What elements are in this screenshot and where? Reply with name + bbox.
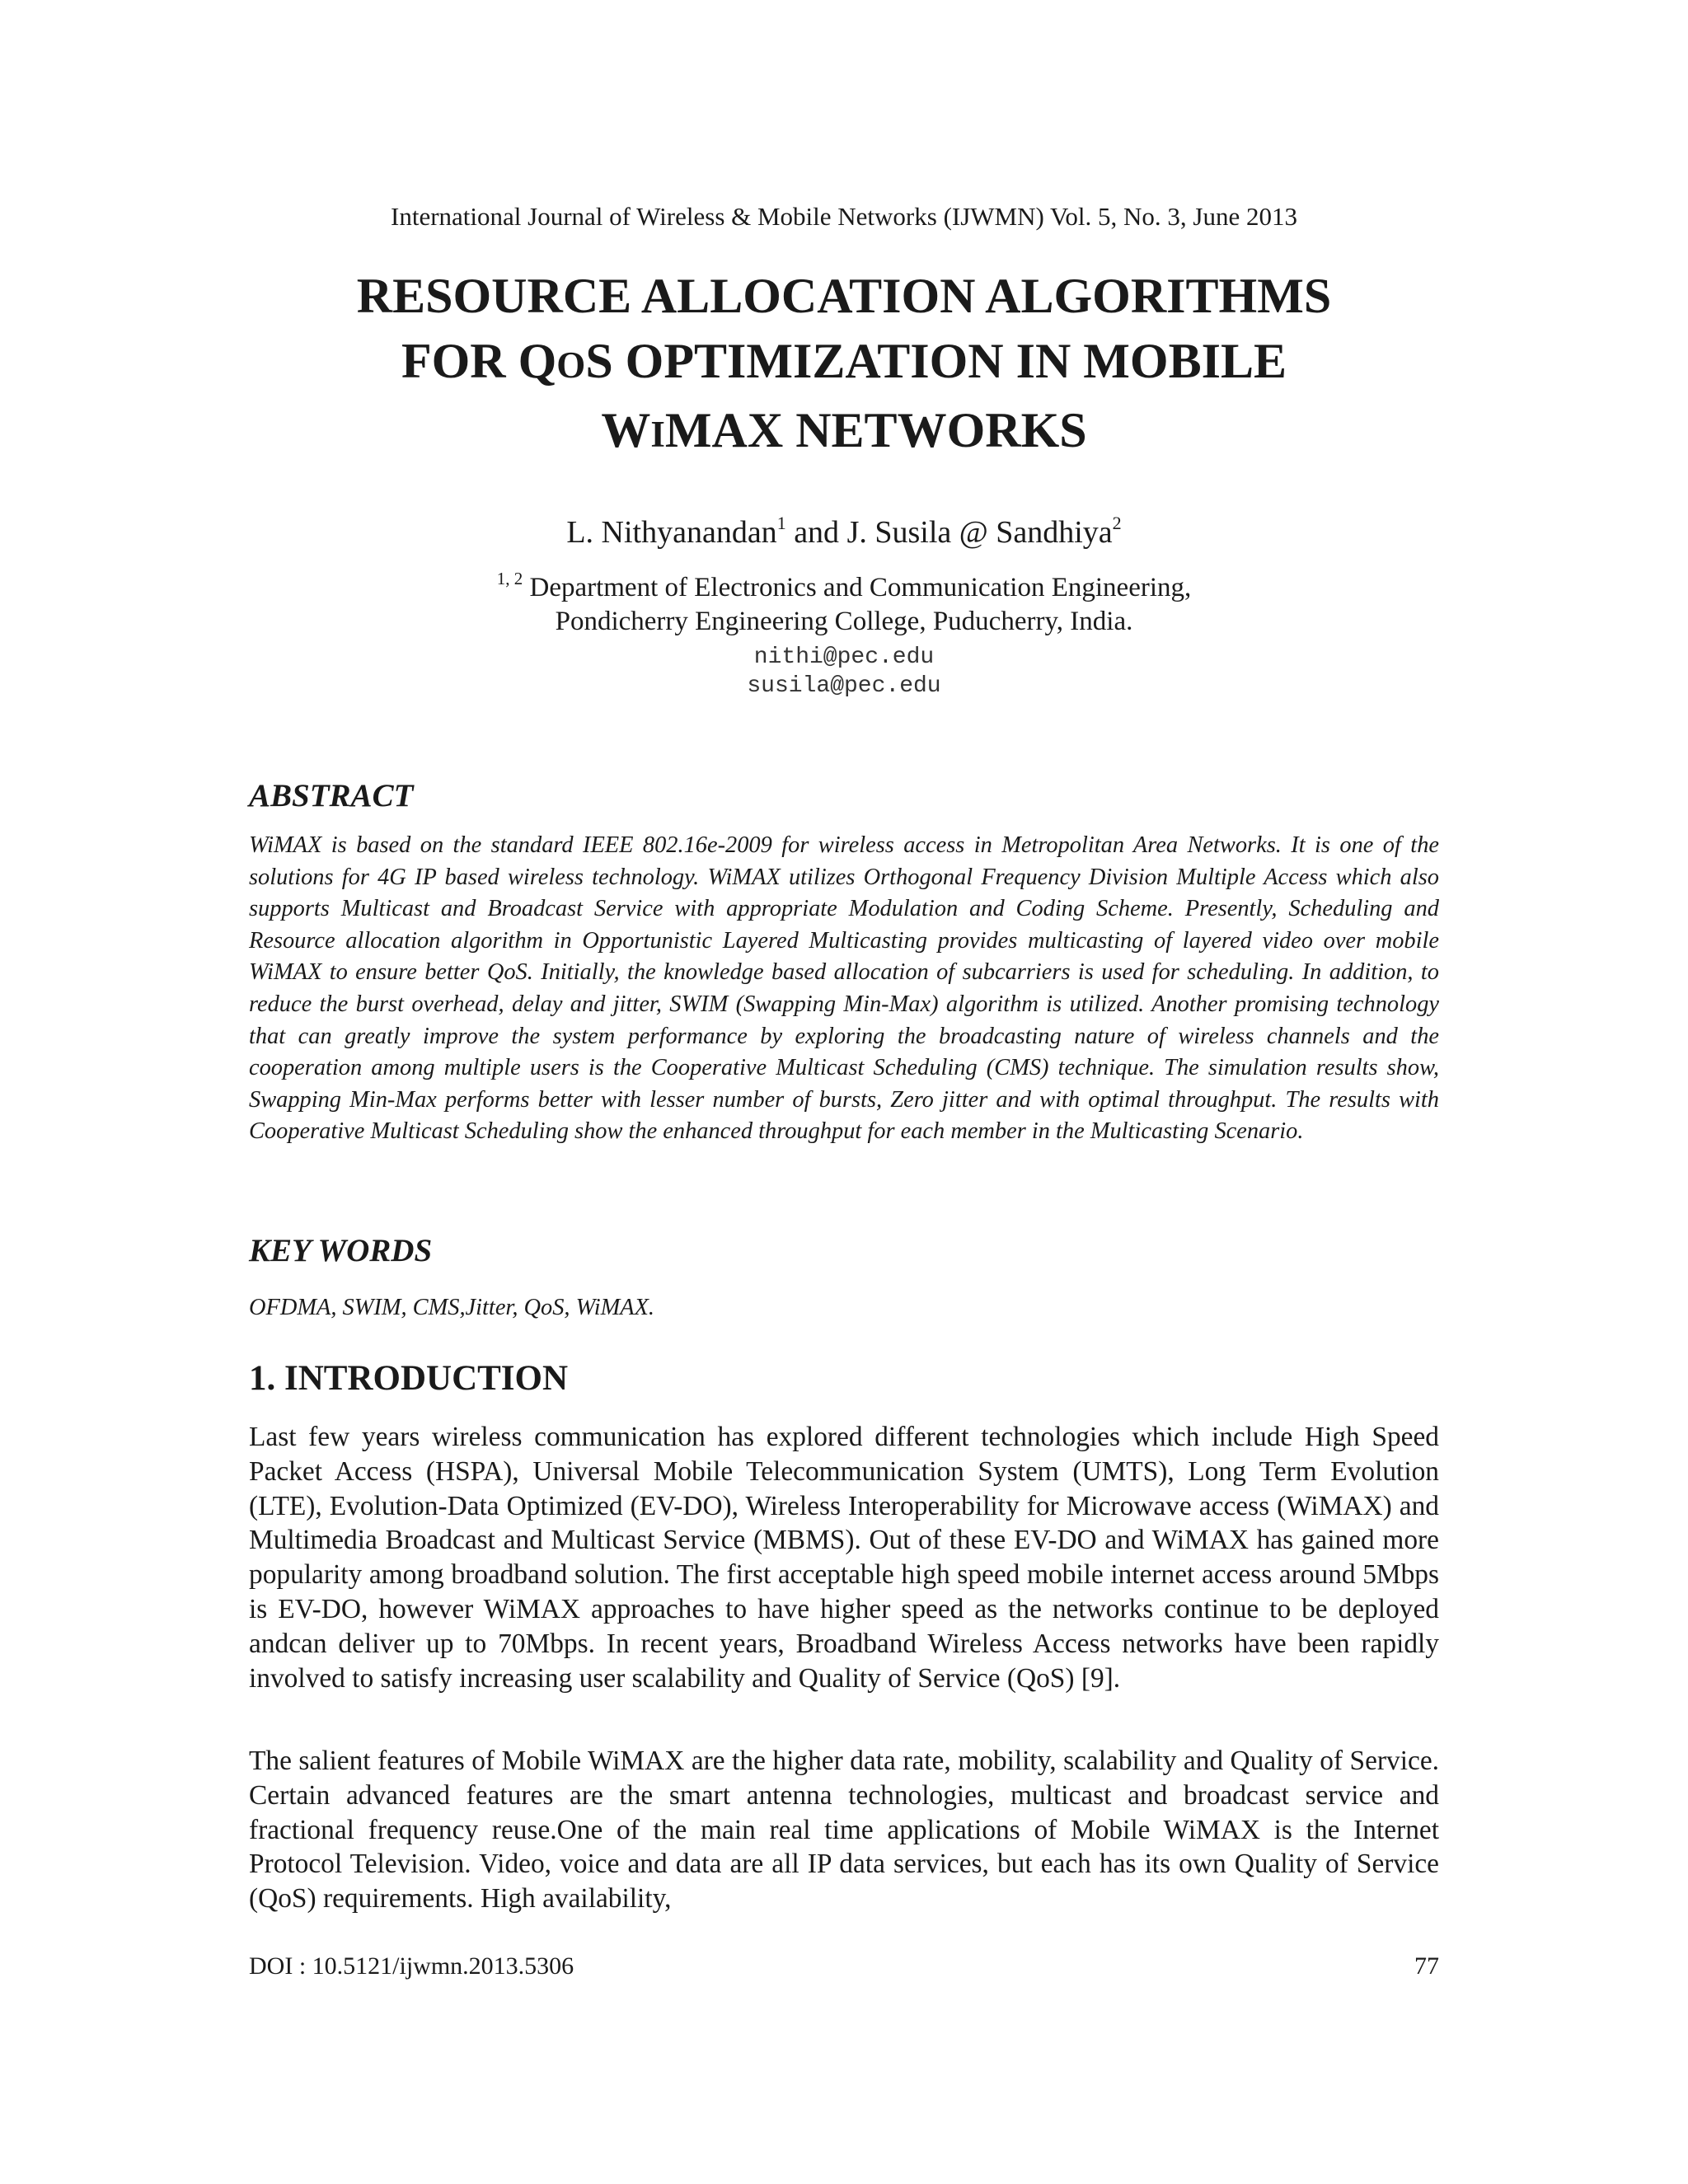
abstract-heading: ABSTRACT <box>249 778 414 813</box>
affiliation-block <box>0 571 1688 639</box>
title-line-2 <box>185 329 1503 398</box>
author-1-affiliation-mark: 1 <box>776 513 786 533</box>
keywords-heading: KEY WORDS <box>249 1233 433 1268</box>
author-2-affiliation-mark: 2 <box>1112 513 1122 533</box>
author-2-name: J. Susila @ Sandhiya <box>846 515 1113 550</box>
affiliation-line-2: Pondicherry Engineering College, Puducherry, India. <box>555 607 1133 636</box>
footer-doi: DOI : 10.5121/ijwmn.2013.5306 <box>249 1952 574 1980</box>
title-line-3-part-c: MAX NETWORKS <box>664 403 1087 457</box>
email-author-2[interactable]: susila@pec.edu <box>747 673 941 699</box>
title-line-2-part-b: O <box>556 344 586 386</box>
title-line-3-part-a: W <box>601 403 651 457</box>
paper-title <box>185 264 1503 467</box>
email-author-1[interactable]: nithi@pec.edu <box>753 644 935 670</box>
introduction-paragraph-1: Last few years wireless communication has explored different technologies which include High Speed Packet Access (HSPA), Universal Mobile Telecommunication System (UMTS), Long Term Evolution (LTE), Evolution-Data Optimized (EV-DO), Wireless Interoperability for Microwave access (WiMAX) and Multimedia Broadcast and Multicast Service (MBMS). Out of these EV-DO and WiMAX has gained more popularity among broadband solution. The first acceptable high speed mobile internet access around 5Mbps is EV-DO, however WiMAX approaches to have higher speed as the networks continue to be deployed andcan deliver up to 70Mbps. In recent years, Broadband Wireless Access networks have been rapidly involved to satisfy increasing user scalability and Quality of Service (QoS) [9]. <box>249 1422 1439 1694</box>
author-list <box>0 513 1688 552</box>
author-1-name: L. Nithyanandan <box>566 515 777 550</box>
author-conjunction: and <box>785 515 847 550</box>
title-line-1: RESOURCE ALLOCATION ALGORITHMS <box>356 269 1332 323</box>
footer-page-number: 77 <box>1414 1952 1439 1980</box>
title-line-2-part-c: S OPTIMIZATION IN MOBILE <box>585 334 1287 388</box>
affiliation-marks: 1, 2 <box>496 569 523 588</box>
title-line-3-part-b: I <box>650 414 665 455</box>
title-line-3 <box>185 398 1503 467</box>
affiliation-line-1 <box>0 571 1688 605</box>
introduction-heading: 1. INTRODUCTION <box>249 1359 569 1398</box>
running-head: International Journal of Wireless & Mobile Networks (IJWMN) Vol. 5, No. 3, June 2013 <box>391 202 1297 231</box>
email-list <box>0 643 1688 701</box>
affiliation-department: Department of Electronics and Communication Engineering, <box>523 573 1192 602</box>
introduction-paragraph-2: The salient features of Mobile WiMAX are the higher data rate, mobility, scalability and Quality of Service. Certain advanced features are the smart antenna technologies, multicast and broadcast service and fractional frequency reuse.One of the main real time applications of Mobile WiMAX is the Internet Protocol Television. Video, voice and data are all IP data services, but each has its own Quality of Service (QoS) requirements. High availability, <box>249 1746 1439 1915</box>
title-line-2-part-a: FOR Q <box>401 334 557 388</box>
abstract-text: WiMAX is based on the standard IEEE 802.16e-2009 for wireless access in Metropolitan Area Networks. It is one of the solutions for 4G IP based wireless technology. WiMAX utilizes Orthogonal Frequency Division Multiple Access which also supports Multicast and Broadcast Service with appropriate Modulation and Coding Scheme. Presently, Scheduling and Resource allocation algorithm in Opportunistic Layered Multicasting provides multicasting of layered video over mobile WiMAX to ensure better QoS. Initially, the knowledge based allocation of subcarriers is used for scheduling. In addition, to reduce the burst overhead, delay and jitter, SWIM (Swapping Min-Max) algorithm is utilized. Another promising technology that can greatly improve the system performance by exploring the broadcasting nature of wireless channels and the cooperation among multiple users is the Cooperative Multicast Scheduling (CMS) technique. The simulation results show, Swapping Min-Max performs better with lesser number of bursts, Zero jitter and with optimal throughput. The results with Cooperative Multicast Scheduling show the enhanced throughput for each member in the Multicasting Scenario. <box>249 832 1439 1145</box>
keywords-text: OFDMA, SWIM, CMS,Jitter, QoS, WiMAX. <box>249 1295 655 1320</box>
